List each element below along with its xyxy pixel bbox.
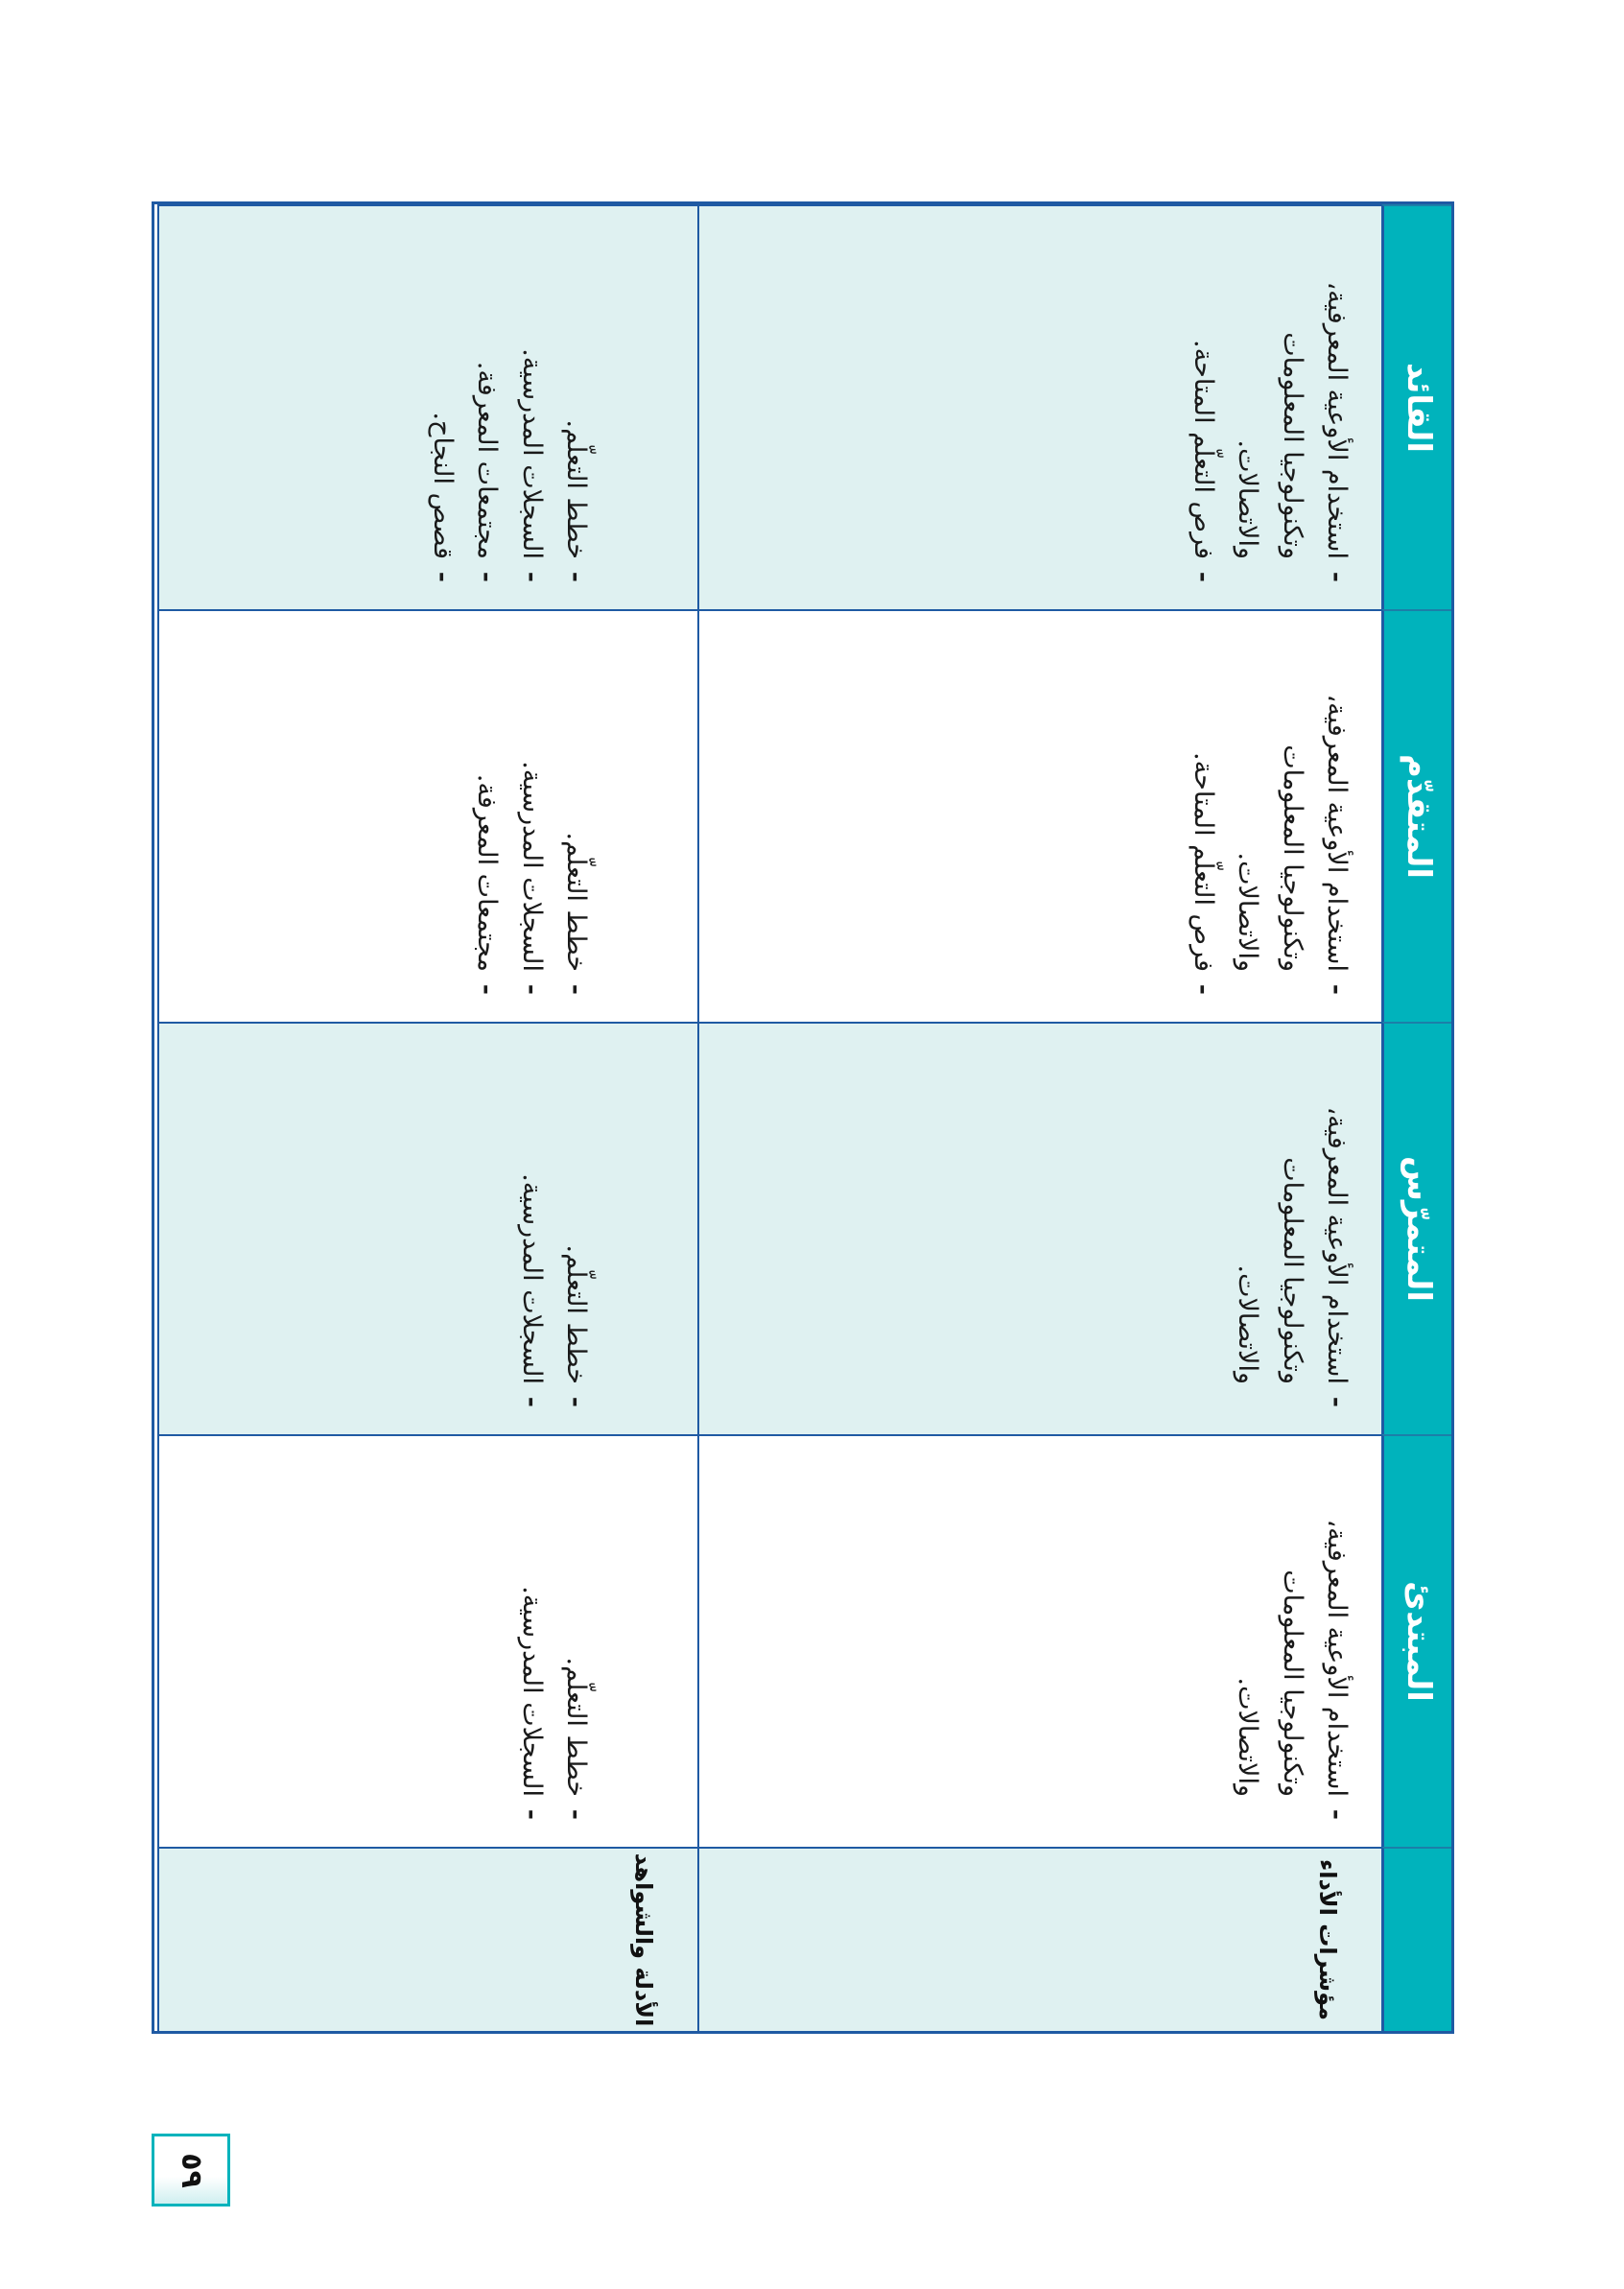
cell-indicators-leader: [697, 204, 1381, 609]
list-item: - خطط التعلّم.: [553, 1455, 598, 1820]
list-item: - استخدام الأوعية المعرفية، وتكنولوجيا المعلومات والاتصالات.: [1225, 1455, 1358, 1820]
list-item: - خطط التعلّم.: [553, 630, 598, 995]
list-item: - السجلات المدرسية.: [508, 1455, 553, 1820]
list-item: - خطط التعلّم.: [553, 225, 598, 582]
list-item: - مجتمعات المعرفة.: [464, 630, 508, 995]
list-item: - فرص التعلّم المتاحة.: [1180, 630, 1224, 995]
cell-evidence-practitioner: [157, 1022, 697, 1434]
header-leader: القائد: [1381, 204, 1454, 609]
cell-evidence-leader: [157, 204, 697, 609]
list-item: - مجتمعات المعرفة.: [464, 225, 508, 582]
page-number: [152, 2134, 230, 2206]
row-label-performance-indicators: مؤشرات الأداء: [697, 1847, 1381, 2031]
cell-evidence-beginner: [157, 1434, 697, 1847]
cell-indicators-beginner: [697, 1434, 1381, 1847]
list-item: - فرص التعلّم المتاحة.: [1180, 225, 1224, 582]
list-item: - السجلات المدرسية.: [508, 1043, 553, 1407]
header-practitioner: المتمرّس: [1381, 1022, 1454, 1434]
list-item: - استخدام الأوعية المعرفية، وتكنولوجيا المعلومات والاتصالات.: [1225, 630, 1358, 995]
row-label-evidence: الأدلة والشواهد: [157, 1847, 697, 2031]
header-advanced: المتقدّم: [1381, 609, 1454, 1022]
list-item: - قصص النجاح.: [419, 225, 463, 582]
list-item: - استخدام الأوعية المعرفية، وتكنولوجيا المعلومات والاتصالات.: [1225, 1043, 1358, 1407]
list-item: - السجلات المدرسية.: [508, 225, 553, 582]
rubric-table: [152, 201, 1454, 2034]
rubric-table-grid: [157, 204, 1454, 2031]
cell-indicators-advanced: [697, 609, 1381, 1022]
page-number-text: ٥٩: [174, 2152, 208, 2188]
list-item: - السجلات المدرسية.: [508, 630, 553, 995]
list-item: - استخدام الأوعية المعرفية، وتكنولوجيا المعلومات والاتصالات.: [1225, 225, 1358, 582]
header-corner: [1381, 1847, 1454, 2031]
cell-indicators-practitioner: [697, 1022, 1381, 1434]
cell-evidence-advanced: [157, 609, 697, 1022]
list-item: - خطط التعلّم.: [553, 1043, 598, 1407]
header-beginner: المبتدئ: [1381, 1434, 1454, 1847]
